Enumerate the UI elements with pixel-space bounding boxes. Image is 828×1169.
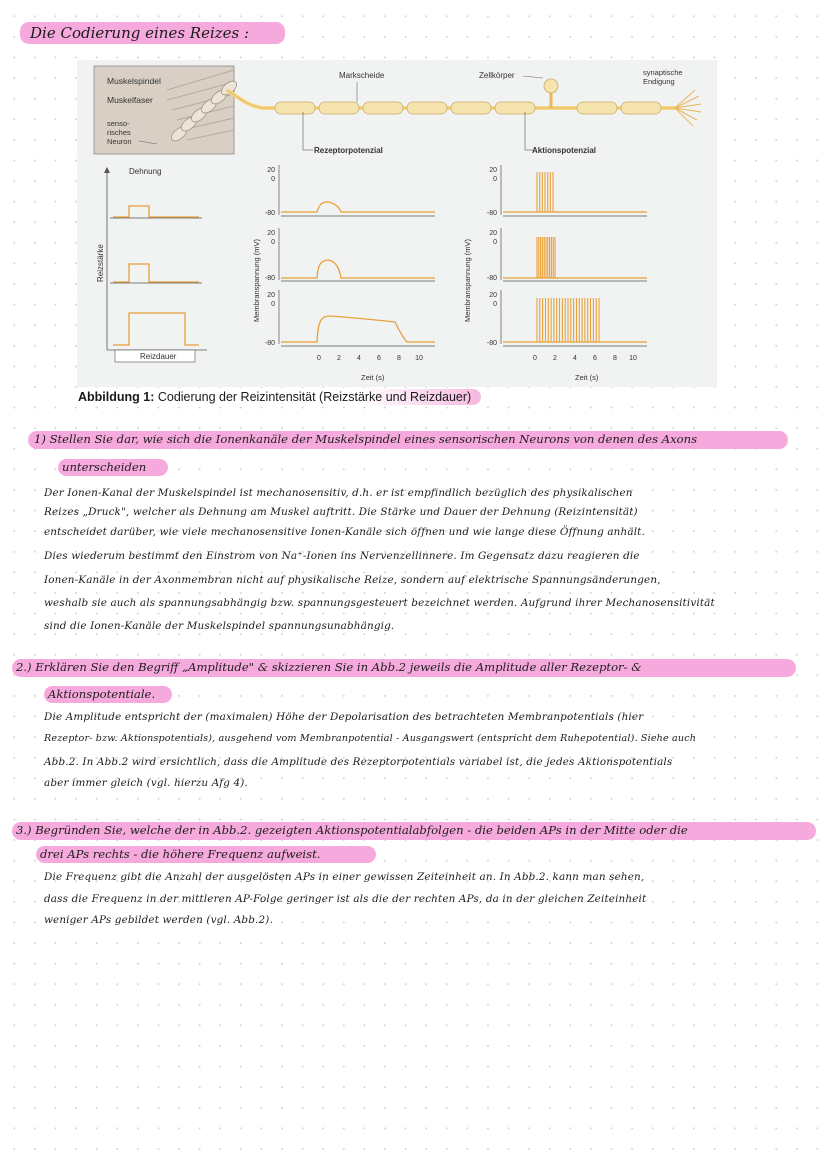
label-risches: risches <box>107 128 131 137</box>
aktion-y-axes <box>487 165 501 347</box>
q1-answer-line-1: Der Ionen-Kanal der Muskelspindel ist mechanosensitiv, d.h. er ist empfindlich bezüglich des physikalischen <box>44 487 633 499</box>
svg-text:8: 8 <box>613 355 617 362</box>
figure-caption-label: Abbildung 1: <box>78 390 155 404</box>
label-zeit-aktion: Zeit (s) <box>575 373 599 382</box>
rezeptor-y-axes <box>265 165 279 347</box>
rezeptor-weak <box>281 202 435 212</box>
label-markscheide: Markscheide <box>339 71 385 80</box>
label-senso: senso- <box>107 119 130 128</box>
aktion-x-ticks <box>533 355 637 362</box>
svg-text:-80: -80 <box>486 340 497 347</box>
figure-caption-text: Codierung der Reizintensität (Reizstärke und Reizdauer) <box>154 390 472 404</box>
svg-text:10: 10 <box>415 355 423 362</box>
page-title: Die Codierung eines Reizes : <box>20 22 285 44</box>
label-zellkoerper: Zellkörper <box>479 71 515 80</box>
svg-text:4: 4 <box>573 355 577 362</box>
synaptic-endings <box>675 90 701 126</box>
svg-text:20: 20 <box>267 230 275 237</box>
q1-answer-line-2: Reizes „Druck", welcher als Dehnung am Muskel auftritt. Die Stärke und Dauer der Dehnung (Reizintensität) <box>44 506 638 518</box>
svg-text:20: 20 <box>267 167 275 174</box>
q2-answer-line-4: aber immer gleich (vgl. hierzu Afg 4). <box>44 777 248 789</box>
svg-text:2: 2 <box>337 355 341 362</box>
label-aktionspotenzial: Aktionspotenzial <box>532 146 597 155</box>
cell-body <box>544 79 558 93</box>
q3-answer-line-3: weniger APs gebildet werden (vgl. Abb.2). <box>44 914 273 926</box>
svg-text:0: 0 <box>271 239 275 246</box>
aktion-spikes-weak <box>537 172 553 212</box>
q3-answer-line-2: dass die Frequenz in der mittleren AP-Folge geringer ist als die der rechten APs, da in der gleichen Zeiteinheit <box>44 893 647 905</box>
svg-text:0: 0 <box>493 239 497 246</box>
figure-codierung <box>77 60 717 387</box>
svg-text:-80: -80 <box>264 275 275 282</box>
label-endigung: Endigung <box>643 77 675 86</box>
svg-text:20: 20 <box>489 167 497 174</box>
label-membranspannung-aktion: Membranspannung (mV) <box>463 239 472 322</box>
figure-caption <box>78 389 481 405</box>
svg-text:-80: -80 <box>264 210 275 217</box>
rezeptor-long <box>281 316 435 342</box>
q1-question-line-1: 1) Stellen Sie dar, wie sich die Ionenkanäle der Muskelspindel eines sensorischen Neurons von denen des Axons <box>34 432 698 446</box>
stimulus-weak <box>113 206 199 217</box>
q2-answer-line-3: Abb.2. In Abb.2 wird ersichtlich, dass die Amplitude des Rezeptorpotentials variabel ist, die jedes Aktionspotentials <box>44 756 673 768</box>
q1-answer-line-3: entscheidet darüber, wie viele mechanosensitive Ionen-Kanäle sich öffnen und wie lange diese Öffnung anhält. <box>44 526 645 538</box>
q1-answer-line-5: Ionen-Kanäle in der Axonmembran nicht auf physikalische Reize, sondern auf elektrische Spannungsänderungen, <box>44 574 661 586</box>
svg-text:0: 0 <box>493 176 497 183</box>
label-reizdauer: Reizdauer <box>140 352 177 361</box>
stimulus-strong <box>113 264 199 282</box>
q2-question-line-1: 2.) Erklären Sie den Begriff „Amplitude" & skizzieren Sie in Abb.2 jeweils die Amplitude aller Rezeptor- & <box>16 660 642 674</box>
q1-answer-line-7: sind die Ionen-Kanäle der Muskelspindel spannungsunabhängig. <box>44 620 395 632</box>
svg-text:8: 8 <box>397 355 401 362</box>
aktion-spikes-strong <box>537 237 555 278</box>
label-dehnung: Dehnung <box>129 167 162 176</box>
q1-answer-line-6: weshalb sie auch als spannungsabhängig bzw. spannungsgesteuert bezeichnet werden. Aufgrund ihrer Mechanosensitivität <box>44 597 715 609</box>
label-synaptische: synaptische <box>643 68 683 77</box>
q1-answer-line-4: Dies wiederum bestimmt den Einstrom von Na⁺-Ionen ins Nervenzellinnere. Im Gegensatz dazu reagieren die <box>44 550 640 562</box>
svg-text:6: 6 <box>593 355 597 362</box>
q3-question-line-1: 3.) Begründen Sie, welche der in Abb.2. gezeigten Aktionspotentialabfolgen - die beiden APs in der Mitte oder die <box>16 823 688 837</box>
q2-answer-line-1: Die Amplitude entspricht der (maximalen) Höhe der Depolarisation des betrachteten Membranpotentials (hier <box>44 711 644 723</box>
svg-text:0: 0 <box>533 355 537 362</box>
q1-question-line-2: unterscheiden <box>62 460 147 474</box>
svg-text:6: 6 <box>377 355 381 362</box>
svg-text:-80: -80 <box>486 275 497 282</box>
label-muskelspindel: Muskelspindel <box>107 76 161 86</box>
svg-text:0: 0 <box>271 301 275 308</box>
svg-text:2: 2 <box>553 355 557 362</box>
stimulus-traces <box>113 206 199 345</box>
q3-question-line-2: drei APs rechts - die höhere Frequenz aufweist. <box>40 847 321 861</box>
label-membranspannung-rezeptor: Membranspannung (mV) <box>252 239 261 322</box>
svg-text:20: 20 <box>489 292 497 299</box>
aktion-spikes-long <box>537 298 599 342</box>
rezeptor-strong <box>281 260 435 278</box>
svg-text:0: 0 <box>317 355 321 362</box>
label-neuron: Neuron <box>107 137 132 146</box>
label-zeit-rezeptor: Zeit (s) <box>361 373 385 382</box>
myelin-sheath <box>275 102 661 114</box>
label-rezeptorpotenzial: Rezeptorpotenzial <box>314 146 383 155</box>
label-reizstaerke: Reizstärke <box>96 244 105 282</box>
svg-text:10: 10 <box>629 355 637 362</box>
svg-text:20: 20 <box>489 230 497 237</box>
figure-diagram <box>77 60 717 387</box>
aktion-baselines <box>503 212 647 342</box>
svg-text:0: 0 <box>271 176 275 183</box>
svg-text:-80: -80 <box>486 210 497 217</box>
rezeptor-traces <box>281 202 435 342</box>
q3-answer-line-1: Die Frequenz gibt die Anzahl der ausgelösten APs in einer gewissen Zeiteinheit an. In Abb.2. kann man sehen, <box>44 871 645 883</box>
q2-question-line-2: Aktionspotentiale. <box>48 687 156 701</box>
svg-text:0: 0 <box>493 301 497 308</box>
q2-answer-line-2: Rezeptor- bzw. Aktionspotentials), ausgehend vom Membranpotential - Ausgangswert (entspricht dem Ruhepotential). Siehe auch <box>44 733 697 744</box>
svg-text:20: 20 <box>267 292 275 299</box>
label-muskelfaser: Muskelfaser <box>107 95 153 105</box>
svg-text:4: 4 <box>357 355 361 362</box>
rezeptor-x-ticks <box>317 355 423 362</box>
stimulus-long <box>113 313 199 345</box>
svg-text:-80: -80 <box>264 340 275 347</box>
